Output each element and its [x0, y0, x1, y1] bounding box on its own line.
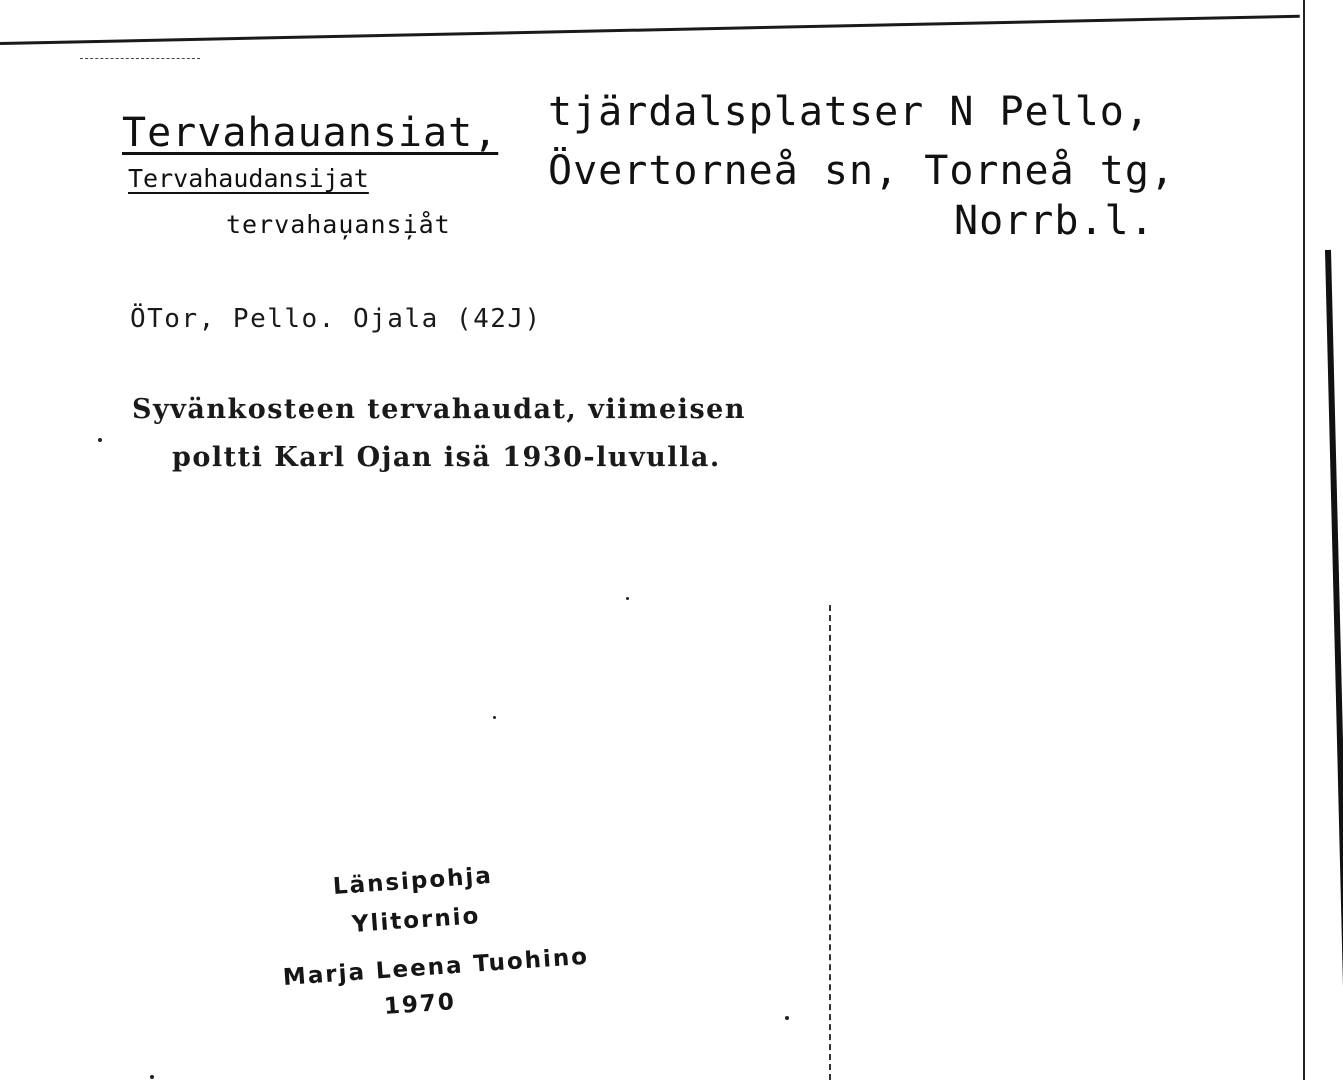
speck — [493, 716, 496, 719]
pronunciation: tervahau̦ansi̦åt — [226, 210, 451, 239]
headword: Tervahauansiat, — [122, 110, 499, 156]
card-right-shadow — [1325, 250, 1343, 1080]
note-line-1: Syvänkosteen tervahaudat, viimeisen — [132, 394, 746, 425]
fold-line — [829, 605, 831, 1080]
card-top-edge-mark — [80, 58, 200, 59]
description-line-1: tjärdalsplatser N Pello, — [548, 89, 1150, 135]
stamp-place: Ylitornio — [351, 903, 482, 938]
stamp-year: 1970 — [383, 989, 457, 1020]
source-line: ÖTor, Pello. Ojala (42J) — [130, 304, 542, 334]
note-line-2: poltti Karl Ojan isä 1930-luvulla. — [172, 442, 721, 473]
stamp-region: Länsipohja — [332, 862, 494, 900]
card-top-edge — [0, 15, 1300, 45]
speck — [785, 1016, 789, 1020]
description-line-2: Övertorneå sn, Torneå tg, — [548, 148, 1176, 194]
headword-variant: Tervahaudansijat — [128, 164, 369, 193]
speck — [626, 597, 629, 600]
card-right-edge — [1303, 0, 1305, 1080]
speck — [150, 1075, 154, 1079]
stamp-collector: Marja Leena Tuohino — [282, 943, 590, 991]
speck — [98, 438, 102, 442]
description-line-3: Norrb.l. — [954, 198, 1155, 244]
